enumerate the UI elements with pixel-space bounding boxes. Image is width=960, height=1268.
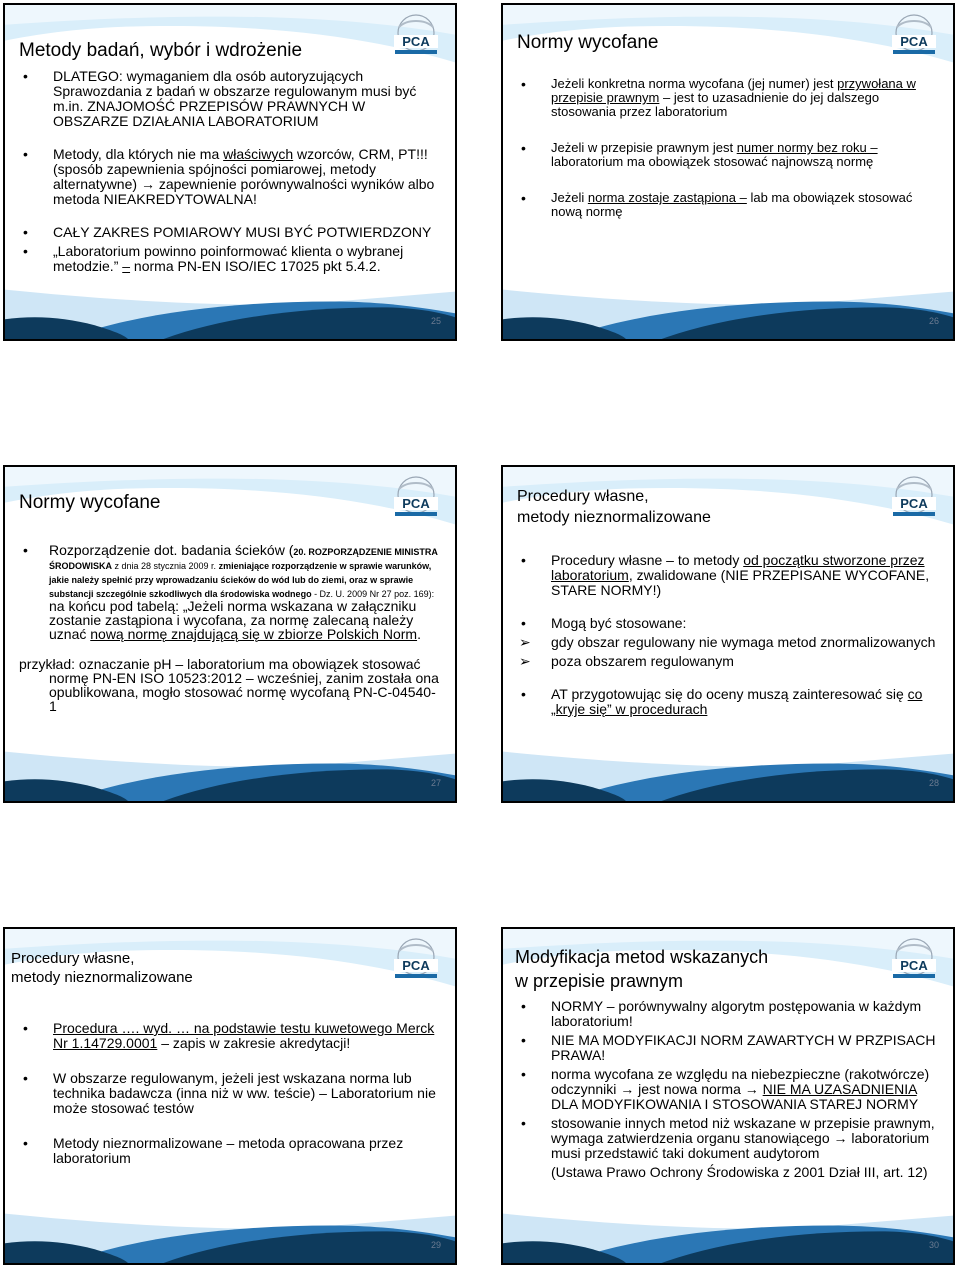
slide-title: Procedury własne, metody nieznormalizowane xyxy=(11,950,193,986)
slide-number: 27 xyxy=(430,778,441,788)
list-item: • Metody nieznormalizowane – metoda opracowana przez laboratorium xyxy=(23,1135,404,1166)
pca-logo xyxy=(887,475,941,521)
pca-logo xyxy=(887,13,941,59)
list-item: • Mogą być stosowane: xyxy=(521,615,687,631)
slide-number: 25 xyxy=(430,316,441,326)
list-item: • Jeżeli norma zostaje zastąpiona – lab ma obowiązek stosować nową normę xyxy=(521,190,913,219)
example-text: przykład: oznaczanie pH – laboratorium ma obowiązek stosować normę PN-EN ISO 10523:2012 – wcześniej, zanim została ona opublikowana, mogło stosować normę wycofaną PN-C-04540-1 xyxy=(19,656,439,714)
logo-text: PCA xyxy=(900,34,928,49)
sub-list-item: ➢ poza obszarem regulowanym xyxy=(519,653,734,669)
list-item: • Rozporządzenie dot. badania ścieków (20. ROZPORZĄDZENIE MINISTRA ŚRODOWISKA z dnia 28 stycznia 2009 r. zmieniające rozporządzenie w sprawie warunków, jakie należy spełnić przy wprowadzaniu ścieków do wód lub do ziemi, oraz w sprawie substancji szczególnie szkodliwych dla środowiska wodnego - Dz. U. 2009 Nr 27 poz. 169): na końcu pod tabelą: „Jeżeli norma wskazana w załączniku zostanie zastąpiona i wycofana, za normę zalecaną należy uznać nową normę znajdującą się w zbiorze Polskich Norm. xyxy=(23,542,438,642)
arrow-icon: → xyxy=(140,176,155,192)
pca-logo xyxy=(389,937,443,983)
arrow-icon: → xyxy=(744,1081,759,1097)
list-item: • Procedura …. wyd. … na podstawie testu kuwetowego Merck Nr 1.14729.0001 – zapis w zakresie akredytacji! xyxy=(23,1020,435,1051)
slide-body xyxy=(19,543,441,713)
slide-body xyxy=(19,1021,441,1184)
pca-logo xyxy=(389,475,443,521)
list-item: • Jeżeli w przepisie prawnym jest numer normy bez roku – laboratorium ma obowiązek stosować najnowszą normę xyxy=(521,140,878,169)
slide-number: 30 xyxy=(928,1240,939,1250)
list-item: • Jeżeli konkretna norma wycofana (jej numer) jest przywołana w przepisie prawnym – jest to uzasadnienie do jej dalszego stosowania przez laboratorium xyxy=(521,76,916,119)
slide-27 xyxy=(3,465,457,803)
list-item: • „Laboratorium powinno poinformować klienta o wybranej metodzie.” – norma PN-EN ISO/IEC 17025 pkt 5.4.2. xyxy=(23,243,404,274)
logo-text: PCA xyxy=(900,496,928,511)
arrowhead-icon: ➢ xyxy=(519,634,531,650)
list-item: • W obszarze regulowanym, jeżeli jest wskazana norma lub technika badawcza (inna niż w ww. teście) – Laboratorium nie może stosować testów xyxy=(23,1070,436,1116)
arrowhead-icon: ➢ xyxy=(519,653,531,669)
slide-26 xyxy=(501,3,955,341)
list-item: • NORMY – porównywalny algorytm postępowania w każdym laboratorium! xyxy=(521,998,922,1029)
logo-text: PCA xyxy=(402,958,430,973)
slide-title: Normy wycofane xyxy=(19,492,161,513)
slide-title: Procedury własne, metody nieznormalizowane xyxy=(517,488,711,526)
arrow-icon: → xyxy=(620,1081,635,1097)
slide-30 xyxy=(501,927,955,1265)
slide-25 xyxy=(3,3,457,341)
sub-list-item: ➢ gdy obszar regulowany nie wymaga metod znormalizowanych xyxy=(519,634,936,650)
slide-title: Normy wycofane xyxy=(517,32,659,53)
list-item: • Metody, dla których nie ma właściwych wzorców, CRM, PT!!! (sposób zapewnienia spójności pomiarowej, metody alternatywne) → zapewnienie porównywalności wyników albo metoda NIEAKREDYTOWALNA! xyxy=(23,146,435,207)
list-item: • Procedury własne – to metody od początku stworzone przez laboratorium, zwalidowane (NIE PRZEPISANE WYCOFANE, STARE NORMY!) xyxy=(521,552,930,598)
slide-number: 26 xyxy=(928,316,939,326)
list-item: • CAŁY ZAKRES POMIAROWY MUSI BYĆ POTWIERDZONY xyxy=(23,224,432,240)
list-item: • NIE MA MODYFIKACJI NORM ZAWARTYCH W PRZPISACH PRAWA! xyxy=(521,1032,936,1063)
logo-text: PCA xyxy=(900,958,928,973)
slide-body xyxy=(19,69,441,292)
slide-body xyxy=(517,553,939,735)
list-item: • stosowanie innych metod niż wskazane w przepisie prawnym, wymaga zatwierdzenia organu stanowiącego → laboratorium musi przedstawić taki dokument audytorom (Ustawa Prawo Ochrony Środowiska z 2001 Dział III, art. 12) xyxy=(521,1115,935,1180)
slide-29 xyxy=(3,927,457,1265)
logo-text: PCA xyxy=(402,34,430,49)
logo-text: PCA xyxy=(402,496,430,511)
slide-28 xyxy=(501,465,955,803)
slide-body xyxy=(517,77,939,237)
slide-number: 29 xyxy=(430,1240,441,1250)
slide-title: Metody badań, wybór i wdrożenie xyxy=(19,40,303,61)
pca-logo xyxy=(389,13,443,59)
list-item: • norma wycofana ze względu na niebezpieczne (rakotwórcze) odczynniki → jest nowa norma → NIE MA UZASADNIENIA DLA MODYFIKOWANIA I STOSOWANIA STAREJ NORMY xyxy=(521,1066,930,1112)
list-item: • DLATEGO: wymaganiem dla osób autoryzujących Sprawozdania z badań w obszarze regulowanym musi być m.in. ZNAJOMOŚĆ PRZEPISÓW PRAWNYCH W OBSZARZE DZIAŁANIA LABORATORIUM xyxy=(23,68,417,129)
arrow-icon: → xyxy=(833,1130,848,1146)
list-item: • AT przygotowując się do oceny muszą zainteresować się co „kryje się” w procedurach xyxy=(521,686,923,717)
slide-title: Modyfikacja metod wskazanych w przepisie prawnym xyxy=(515,947,769,991)
slide-body xyxy=(517,999,939,1198)
pca-logo xyxy=(887,937,941,983)
slide-number: 28 xyxy=(928,778,939,788)
